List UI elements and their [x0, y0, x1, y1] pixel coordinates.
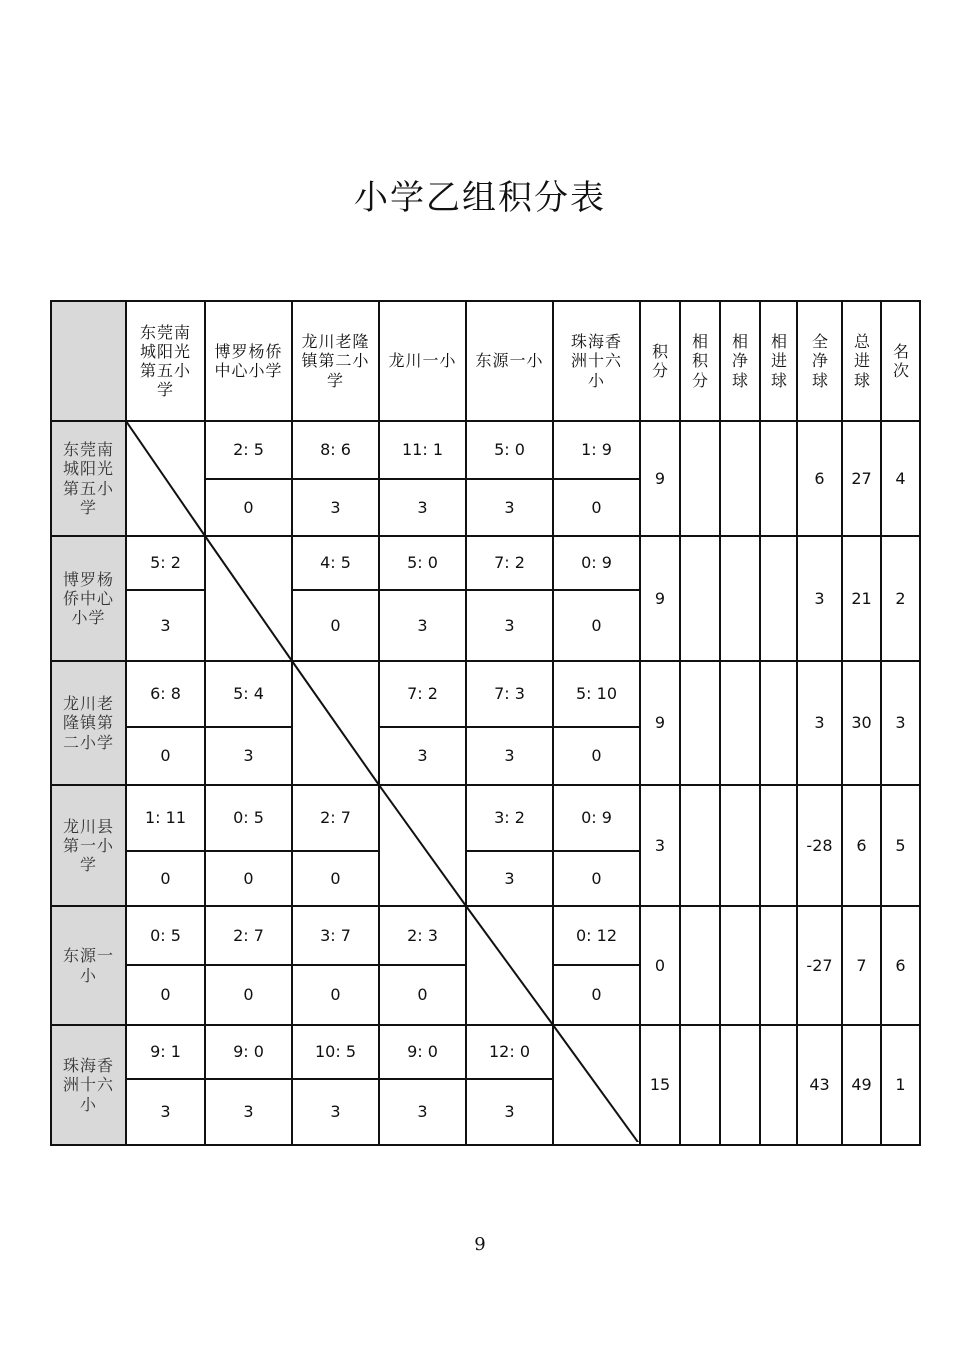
match-points-cell: 3	[466, 727, 553, 785]
stat-cell-h2h-goals	[760, 785, 797, 906]
match-score-cell: 8: 6	[292, 421, 379, 479]
self-match-cell	[553, 1025, 640, 1145]
self-match-cell	[466, 906, 553, 1025]
self-match-cell	[379, 785, 466, 906]
col-header-team-6: 珠海香洲十六小	[553, 301, 640, 421]
match-score-cell: 5: 2	[126, 536, 205, 590]
match-points-cell: 0	[553, 965, 640, 1025]
match-points-cell: 0	[292, 851, 379, 906]
match-points-cell: 0	[205, 965, 292, 1025]
col-header-team-5: 东源一小	[466, 301, 553, 421]
match-points-cell: 3	[126, 590, 205, 661]
stat-cell-h2h-goal-diff	[720, 906, 760, 1025]
stat-cell-h2h-points	[680, 1025, 720, 1145]
match-score-cell: 3: 2	[466, 785, 553, 851]
stat-cell-h2h-goals	[760, 536, 797, 661]
match-score-cell: 6: 8	[126, 661, 205, 727]
stat-cell-total-goals: 30	[842, 661, 881, 785]
stat-cell-points: 9	[640, 421, 680, 536]
match-points-cell: 0	[292, 965, 379, 1025]
col-header-h2h-points: 相积分	[680, 301, 720, 421]
stat-cell-h2h-goal-diff	[720, 785, 760, 906]
match-points-cell: 0	[379, 965, 466, 1025]
match-points-cell: 3	[126, 1079, 205, 1145]
col-header-points: 积分	[640, 301, 680, 421]
stat-cell-goal-diff: 6	[797, 421, 842, 536]
stat-cell-rank: 5	[881, 785, 920, 906]
stat-cell-rank: 4	[881, 421, 920, 536]
match-score-cell: 3: 7	[292, 906, 379, 965]
stat-cell-h2h-goals	[760, 1025, 797, 1145]
stat-cell-h2h-points	[680, 785, 720, 906]
match-points-cell: 3	[292, 1079, 379, 1145]
stat-cell-rank: 2	[881, 536, 920, 661]
match-score-cell: 0: 9	[553, 785, 640, 851]
row-header-team: 龙川老隆镇第二小学	[51, 661, 126, 785]
row-header-team: 龙川县第一小学	[51, 785, 126, 906]
match-points-cell: 0	[553, 727, 640, 785]
stat-cell-h2h-goals	[760, 906, 797, 1025]
row-header-team: 东源一小	[51, 906, 126, 1025]
stat-cell-points: 9	[640, 661, 680, 785]
stat-cell-h2h-points	[680, 536, 720, 661]
match-points-cell: 0	[553, 851, 640, 906]
match-points-cell: 0	[205, 479, 292, 536]
stat-cell-points: 0	[640, 906, 680, 1025]
match-points-cell: 3	[466, 1079, 553, 1145]
stat-cell-points: 9	[640, 536, 680, 661]
self-match-cell	[292, 661, 379, 785]
stat-cell-rank: 1	[881, 1025, 920, 1145]
stat-cell-h2h-points	[680, 421, 720, 536]
standings-table-wrapper	[50, 300, 919, 1142]
table-row	[51, 421, 920, 479]
col-header-team-3: 龙川老隆镇第二小学	[292, 301, 379, 421]
stat-cell-rank: 3	[881, 661, 920, 785]
col-header-team-1: 东莞南城阳光第五小学	[126, 301, 205, 421]
col-header-h2h-goal-diff: 相净球	[720, 301, 760, 421]
table-row	[51, 661, 920, 727]
match-score-cell: 0: 5	[205, 785, 292, 851]
match-score-cell: 2: 7	[292, 785, 379, 851]
col-header-goal-diff: 全净球	[797, 301, 842, 421]
stat-cell-goal-diff: -27	[797, 906, 842, 1025]
match-score-cell: 9: 0	[205, 1025, 292, 1079]
stat-cell-total-goals: 27	[842, 421, 881, 536]
match-points-cell: 0	[553, 590, 640, 661]
match-score-cell: 2: 3	[379, 906, 466, 965]
match-score-cell: 10: 5	[292, 1025, 379, 1079]
table-row	[51, 785, 920, 851]
match-points-cell: 3	[205, 727, 292, 785]
match-score-cell: 9: 1	[126, 1025, 205, 1079]
stat-cell-goal-diff: -28	[797, 785, 842, 906]
stat-cell-h2h-goals	[760, 661, 797, 785]
stat-cell-h2h-goal-diff	[720, 536, 760, 661]
self-match-cell	[205, 536, 292, 661]
row-header-team: 东莞南城阳光第五小学	[51, 421, 126, 536]
match-score-cell: 7: 2	[379, 661, 466, 727]
match-score-cell: 1: 11	[126, 785, 205, 851]
self-match-cell	[126, 421, 205, 536]
stat-cell-goal-diff: 3	[797, 661, 842, 785]
page-title: 小学乙组积分表	[354, 178, 606, 218]
table-row	[51, 1025, 920, 1079]
stat-cell-h2h-points	[680, 661, 720, 785]
match-score-cell: 12: 0	[466, 1025, 553, 1079]
match-points-cell: 3	[466, 590, 553, 661]
stat-cell-total-goals: 7	[842, 906, 881, 1025]
table-row	[51, 906, 920, 965]
standings-table	[50, 300, 921, 1146]
stat-cell-goal-diff: 43	[797, 1025, 842, 1145]
match-points-cell: 3	[466, 479, 553, 536]
col-header-team-4: 龙川一小	[379, 301, 466, 421]
match-score-cell: 11: 1	[379, 421, 466, 479]
stat-cell-h2h-goal-diff	[720, 1025, 760, 1145]
match-points-cell: 0	[292, 590, 379, 661]
stat-cell-points: 15	[640, 1025, 680, 1145]
header-row	[51, 301, 920, 421]
stat-cell-points: 3	[640, 785, 680, 906]
match-score-cell: 7: 3	[466, 661, 553, 727]
stat-cell-goal-diff: 3	[797, 536, 842, 661]
stat-cell-h2h-goal-diff	[720, 661, 760, 785]
match-points-cell: 0	[126, 851, 205, 906]
match-score-cell: 1: 9	[553, 421, 640, 479]
match-points-cell: 3	[466, 851, 553, 906]
match-points-cell: 3	[379, 727, 466, 785]
match-points-cell: 3	[379, 590, 466, 661]
match-score-cell: 5: 0	[379, 536, 466, 590]
match-score-cell: 0: 5	[126, 906, 205, 965]
match-score-cell: 2: 7	[205, 906, 292, 965]
stat-cell-h2h-goal-diff	[720, 421, 760, 536]
match-score-cell: 7: 2	[466, 536, 553, 590]
stat-cell-total-goals: 49	[842, 1025, 881, 1145]
stat-cell-total-goals: 21	[842, 536, 881, 661]
col-header-team-2: 博罗杨侨中心小学	[205, 301, 292, 421]
col-header-total-goals: 总进球	[842, 301, 881, 421]
match-points-cell: 0	[126, 727, 205, 785]
stat-cell-total-goals: 6	[842, 785, 881, 906]
stat-cell-h2h-goals	[760, 421, 797, 536]
corner-cell	[51, 301, 126, 421]
match-score-cell: 4: 5	[292, 536, 379, 590]
table-row	[51, 536, 920, 590]
match-score-cell: 5: 10	[553, 661, 640, 727]
match-score-cell: 2: 5	[205, 421, 292, 479]
match-score-cell: 0: 9	[553, 536, 640, 590]
stat-cell-h2h-points	[680, 906, 720, 1025]
page-number: 9	[474, 1234, 486, 1255]
match-points-cell: 0	[126, 965, 205, 1025]
match-points-cell: 3	[292, 479, 379, 536]
match-score-cell: 5: 0	[466, 421, 553, 479]
match-score-cell: 9: 0	[379, 1025, 466, 1079]
match-points-cell: 3	[205, 1079, 292, 1145]
col-header-h2h-goals: 相进球	[760, 301, 797, 421]
row-header-team: 珠海香洲十六小	[51, 1025, 126, 1145]
match-points-cell: 3	[379, 1079, 466, 1145]
match-points-cell: 0	[553, 479, 640, 536]
col-header-rank: 名次	[881, 301, 920, 421]
row-header-team: 博罗杨侨中心小学	[51, 536, 126, 661]
match-score-cell: 0: 12	[553, 906, 640, 965]
match-points-cell: 0	[205, 851, 292, 906]
match-points-cell: 3	[379, 479, 466, 536]
match-score-cell: 5: 4	[205, 661, 292, 727]
stat-cell-rank: 6	[881, 906, 920, 1025]
